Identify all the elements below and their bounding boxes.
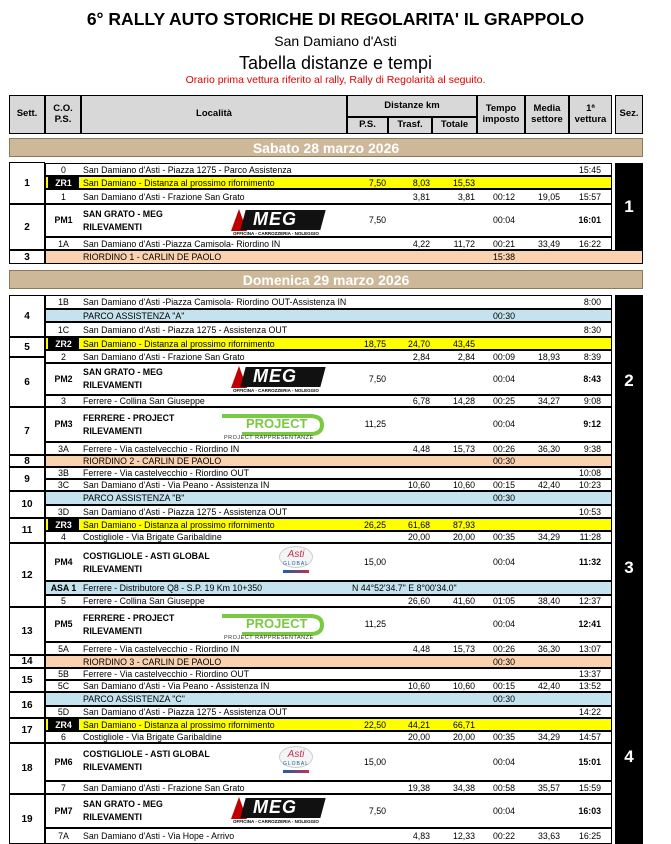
table-row	[45, 581, 612, 595]
localita-cell: COSTIGLIOLE - ASTI GLOBAL RILEVAMENTI	[83, 551, 210, 574]
totale-cell: 41,60	[452, 596, 475, 606]
totale-cell: 66,71	[452, 720, 475, 730]
gps-coordinates: N 44°52'34.7" E 8°00'34.0"	[352, 583, 457, 593]
tempo-cell: 00:35	[492, 532, 515, 542]
localita-cell: San Damiano d'Asti -Piazza Camisola- Riordino OUT-Assistenza IN	[83, 297, 347, 307]
co-cell: PM2	[54, 374, 73, 384]
table-row	[45, 337, 612, 350]
tempo-cell: 00:58	[492, 783, 515, 793]
ps-cell: 26,25	[363, 520, 386, 530]
sector-cell: 3	[9, 250, 45, 264]
table-row	[45, 692, 612, 706]
co-cell: PM1	[54, 215, 73, 225]
localita-cell: RIORDINO 3 - CARLIN DE PAOLO	[83, 657, 222, 667]
project-logo-text: PROJECT	[246, 616, 308, 631]
localita-cell: San Damiano - Distanza al prossimo rifornimento	[83, 720, 275, 730]
tempo-cell: 00:22	[492, 831, 515, 841]
header-co-ps-label: P.S.	[54, 113, 72, 125]
project-logo-text: PROJECT	[246, 416, 308, 431]
prima-cell: 16:01	[578, 215, 601, 225]
sector-cell: 10	[9, 491, 45, 518]
localita-cell: Ferrere - Distributore Q8 - S.P. 19 Km 10+350	[83, 583, 263, 593]
localita-cell: San Damiano d'Asti - Via Hope - Arrivo	[83, 831, 235, 841]
section-block: 2	[615, 295, 643, 467]
tempo-cell: 00:30	[492, 311, 515, 321]
sector-cell: 8	[9, 455, 45, 467]
localita-cell: San Damiano d'Asti - Piazza 1275 - Assistenza OUT	[83, 707, 288, 717]
localita-cell: San Damiano d'Asti - Via Peano - Assistenza IN	[83, 681, 270, 691]
table-row	[45, 295, 612, 309]
meg-logo	[231, 797, 326, 827]
timing-note: Orario prima vettura riferito al rally, Rally di Regolarità al seguito.	[185, 74, 486, 86]
co-cell: PM7	[54, 806, 73, 816]
co-cell: PM4	[54, 557, 73, 567]
co-cell: 5A	[58, 644, 69, 654]
localita-cell: PARCO ASSISTENZA "B"	[83, 493, 185, 503]
totale-cell: 3,81	[457, 192, 475, 202]
media-cell: 42,40	[537, 480, 560, 490]
ps-cell: 18,75	[363, 339, 386, 349]
section-block: 1	[615, 163, 643, 250]
prima-cell: 9:08	[583, 396, 601, 406]
trasf-cell: 4,48	[412, 644, 430, 654]
tempo-cell: 01:05	[492, 596, 515, 606]
localita-cell: San Damiano d'Asti - Frazione San Grato	[83, 783, 245, 793]
tempo-cell: 00:04	[492, 374, 515, 384]
tempo-cell: 00:04	[492, 419, 515, 429]
co-cell: 6	[61, 732, 66, 742]
prima-cell: 12:37	[578, 596, 601, 606]
section-block: 3	[615, 467, 643, 669]
co-cell: PM6	[54, 757, 73, 767]
table-row	[45, 363, 612, 395]
header-co	[45, 95, 81, 134]
totale-cell: 20,00	[452, 732, 475, 742]
localita-cell: San Damiano d'Asti - Frazione San Grato	[83, 352, 245, 362]
trasf-cell: 20,00	[407, 532, 430, 542]
sector-cell: 1	[9, 162, 45, 204]
table-row	[45, 595, 612, 607]
table-row	[45, 828, 612, 844]
table-row	[45, 479, 612, 491]
prima-cell: 10:08	[578, 468, 601, 478]
media-cell: 42,40	[537, 681, 560, 691]
prima-cell: 16:22	[578, 239, 601, 249]
page-title: 6° RALLY AUTO STORICHE DI REGOLARITA' IL GRAPPOLO	[86, 9, 585, 29]
tempo-cell: 00:26	[492, 444, 515, 454]
trasf-cell: 26,60	[407, 596, 430, 606]
table-row	[45, 163, 612, 176]
table-row	[45, 607, 612, 642]
localita-cell: San Damiano d'Asti -Piazza Camisola- Riordino IN	[83, 239, 281, 249]
table-row	[45, 655, 612, 668]
header-totale: Totale	[432, 117, 477, 134]
localita-cell: Ferrere - Collina San Giuseppe	[83, 396, 205, 406]
sector-cell: 4	[9, 295, 45, 337]
section-block: 4	[615, 669, 643, 844]
trasf-cell: 24,70	[407, 339, 430, 349]
trasf-cell: 2,84	[412, 352, 430, 362]
ps-cell: 7,50	[368, 215, 386, 225]
prima-cell: 13:52	[578, 681, 601, 691]
totale-cell: 14,28	[452, 396, 475, 406]
table-row	[45, 718, 612, 731]
media-cell: 34,29	[537, 532, 560, 542]
tempo-cell: 00:04	[492, 806, 515, 816]
totale-cell: 20,00	[452, 532, 475, 542]
header-sez: Sez.	[615, 95, 643, 134]
prima-cell: 12:41	[578, 619, 601, 629]
meg-logo-text: MEG	[253, 366, 298, 386]
totale-cell: 87,93	[452, 520, 475, 530]
sector-cell: 16	[9, 692, 45, 718]
prima-cell: 10:53	[578, 507, 601, 517]
trasf-cell: 19,38	[407, 783, 430, 793]
co-cell: ASA 1	[50, 583, 77, 593]
sector-cell: 19	[9, 794, 45, 844]
table-row	[45, 309, 612, 322]
prima-cell: 11:28	[579, 532, 601, 542]
table-row	[45, 189, 612, 204]
table-row	[45, 491, 612, 505]
co-cell: 1A	[58, 239, 69, 249]
localita-cell: San Damiano - Distanza al prossimo rifornimento	[83, 339, 275, 349]
totale-cell: 43,45	[452, 339, 475, 349]
trasf-cell: 10,60	[407, 681, 430, 691]
trasf-cell: 6,78	[412, 396, 430, 406]
tempo-cell: 00:09	[492, 352, 515, 362]
co-cell: 1B	[58, 297, 69, 307]
localita-cell: RIORDINO 2 - CARLIN DE PAOLO	[83, 456, 222, 466]
prima-cell: 8:39	[583, 352, 601, 362]
table-row	[45, 395, 612, 407]
prima-cell: 11:32	[578, 557, 601, 567]
table-row	[45, 794, 612, 828]
table-row	[45, 322, 612, 337]
ps-cell: 7,50	[368, 806, 386, 816]
media-cell: 35,57	[537, 783, 560, 793]
trasf-cell: 61,68	[407, 520, 430, 530]
asti-global-logo	[271, 546, 321, 580]
tempo-cell: 00:25	[492, 396, 515, 406]
totale-cell: 10,60	[452, 480, 475, 490]
prima-cell: 9:38	[583, 444, 601, 454]
localita-cell: Costigliole - Via Brigate Garibaldine	[83, 732, 222, 742]
meg-logo-text: MEG	[253, 797, 298, 817]
media-cell: 38,40	[537, 596, 560, 606]
sector-cell: 11	[9, 518, 45, 543]
sector-cell: 7	[9, 407, 45, 455]
totale-cell: 12,33	[452, 831, 475, 841]
prima-cell: 14:22	[578, 707, 601, 717]
sector-cell: 18	[9, 743, 45, 794]
sector-cell: 15	[9, 668, 45, 692]
trasf-cell: 20,00	[407, 732, 430, 742]
header-co-label: C.O.	[53, 102, 73, 114]
co-cell: 3D	[57, 507, 70, 517]
table-row	[45, 350, 612, 363]
project-logo-subtitle: PROJECT RAPPRESENTANZE	[224, 635, 314, 641]
prima-cell: 16:03	[578, 806, 601, 816]
media-cell: 34,29	[537, 732, 560, 742]
localita-cell: Ferrere - Via castelvecchio - Riordino IN	[83, 644, 240, 654]
zr-badge: ZR3	[48, 519, 79, 531]
tempo-cell: 00:21	[492, 239, 515, 249]
sector-cell: 5	[9, 337, 45, 357]
localita-cell: San Damiano d'Asti - Frazione San Grato	[83, 192, 245, 202]
table-row	[45, 781, 612, 794]
zr-badge: ZR1	[48, 177, 79, 189]
totale-cell: 10,60	[452, 681, 475, 691]
sector-cell: 12	[9, 543, 45, 607]
co-cell: 5D	[57, 707, 70, 717]
table-row	[45, 543, 612, 581]
asti-logo-text: Asti	[287, 749, 305, 760]
prima-cell: 15:01	[578, 757, 601, 767]
localita-cell: PARCO ASSISTENZA "C"	[83, 694, 185, 704]
day-banner-saturday: Sabato 28 marzo 2026	[9, 138, 643, 157]
tempo-cell: 00:30	[492, 657, 515, 667]
prima-cell: 15:45	[578, 165, 601, 175]
tempo-cell: 00:04	[492, 557, 515, 567]
prima-cell: 13:37	[578, 669, 601, 679]
meg-logo-subtitle: OFFICINA - CARROZZERIA - NOLEGGIO	[233, 819, 319, 824]
co-cell: 7A	[58, 831, 69, 841]
media-cell: 34,27	[537, 396, 560, 406]
media-cell: 36,30	[537, 644, 560, 654]
totale-cell: 2,84	[457, 352, 475, 362]
tempo-cell: 00:26	[492, 644, 515, 654]
localita-cell: San Damiano - Distanza al prossimo rifornimento	[83, 178, 275, 188]
zr-badge: ZR4	[48, 719, 79, 731]
sector-cell: 2	[9, 204, 45, 250]
localita-cell: San Damiano d'Asti - Piazza 1275 - Parco Assistenza	[83, 165, 292, 175]
sector-cell: 9	[9, 467, 45, 491]
meg-logo-text: MEG	[253, 209, 298, 229]
localita-cell: San Damiano - Distanza al prossimo rifornimento	[83, 520, 275, 530]
media-cell: 18,93	[537, 352, 560, 362]
table-row	[45, 455, 612, 467]
trasf-cell: 8,03	[412, 178, 430, 188]
totale-cell: 15,73	[452, 644, 475, 654]
table-row	[45, 642, 612, 655]
co-cell: 5B	[58, 669, 69, 679]
co-cell: 3B	[58, 468, 69, 478]
header-distanze: Distanze km	[347, 95, 477, 117]
sector-cell: 14	[9, 655, 45, 668]
meg-logo-subtitle: OFFICINA - CARROZZERIA - NOLEGGIO	[233, 388, 319, 393]
page-subtitle: Tabella distanze e tempi	[238, 53, 433, 73]
prima-cell: 14:57	[578, 732, 601, 742]
localita-cell: Ferrere - Via castelvecchio - Riordino IN	[83, 444, 240, 454]
media-cell: 33,63	[537, 831, 560, 841]
tempo-cell: 00:04	[492, 215, 515, 225]
co-cell: 1	[61, 192, 66, 202]
localita-cell: Costigliole - Via Brigate Garibaldine	[83, 532, 222, 542]
table-row	[45, 668, 612, 680]
table-row	[45, 442, 612, 455]
trasf-cell: 3,81	[412, 192, 430, 202]
event-location: San Damiano d'Asti	[274, 33, 397, 49]
ps-cell: 15,00	[363, 557, 386, 567]
tempo-cell: 00:35	[492, 732, 515, 742]
trasf-cell: 10,60	[407, 480, 430, 490]
co-cell: 5	[61, 596, 66, 606]
ps-cell: 11,25	[364, 419, 386, 429]
asti-logo-subtitle: GLOBAL	[282, 761, 309, 767]
totale-cell: 15,53	[452, 178, 475, 188]
co-cell: 3	[61, 396, 66, 406]
localita-cell: San Damiano d'Asti - Via Peano - Assistenza IN	[83, 480, 270, 490]
localita-cell: SAN GRATO - MEG RILEVAMENTI	[83, 209, 163, 232]
tempo-cell: 00:30	[492, 493, 515, 503]
header-prima: 1ª vettura	[569, 95, 612, 134]
co-cell: PM3	[54, 419, 73, 429]
asti-global-logo	[271, 746, 321, 780]
ps-cell: 11,25	[364, 619, 386, 629]
localita-cell: FERRERE - PROJECT RILEVAMENTI	[83, 413, 175, 436]
co-cell: 3C	[57, 480, 70, 490]
co-cell: PM5	[54, 619, 73, 629]
table-row	[45, 706, 612, 718]
day-banner-sunday: Domenica 29 marzo 2026	[9, 270, 643, 289]
localita-cell: Ferrere - Via castelvecchio - Riordino OUT	[83, 669, 250, 679]
table-row	[45, 743, 612, 781]
table-row	[45, 237, 612, 250]
meg-logo	[231, 366, 326, 396]
table-row	[45, 731, 612, 743]
table-row	[45, 505, 612, 518]
localita-cell: COSTIGLIOLE - ASTI GLOBAL RILEVAMENTI	[83, 749, 210, 772]
co-cell: 3A	[58, 444, 69, 454]
localita-cell: SAN GRATO - MEG RILEVAMENTI	[83, 367, 163, 390]
tempo-cell: 00:04	[492, 619, 515, 629]
prima-cell: 8:43	[583, 374, 601, 384]
totale-cell: 11,72	[453, 239, 475, 249]
table-row	[45, 176, 612, 189]
header-ps: P.S.	[347, 117, 388, 134]
prima-cell: 8:30	[583, 325, 601, 335]
tempo-cell: 00:30	[492, 456, 515, 466]
trasf-cell: 4,48	[412, 444, 430, 454]
table-row	[45, 467, 612, 479]
asti-logo-text: Asti	[287, 549, 305, 560]
table-row	[45, 680, 612, 692]
co-cell: 4	[61, 532, 66, 542]
ps-cell: 7,50	[368, 178, 386, 188]
table-row	[45, 531, 612, 543]
totale-cell: 15,73	[452, 444, 475, 454]
prima-cell: 15:59	[578, 783, 601, 793]
trasf-cell: 44,21	[407, 720, 430, 730]
ps-cell: 7,50	[368, 374, 386, 384]
tempo-cell: 00:15	[492, 480, 515, 490]
tempo-cell: 00:04	[492, 757, 515, 767]
table-row	[45, 204, 612, 237]
sector-cell: 17	[9, 718, 45, 743]
project-logo	[218, 412, 328, 442]
media-cell: 33,49	[537, 239, 560, 249]
ps-cell: 15,00	[363, 757, 386, 767]
table-row	[45, 407, 612, 442]
zr-badge: ZR2	[48, 338, 79, 350]
co-cell: 2	[61, 352, 66, 362]
localita-cell: Ferrere - Via castelvecchio - Riordino OUT	[83, 468, 250, 478]
trasf-cell: 4,83	[412, 831, 430, 841]
table-row	[45, 518, 612, 531]
co-cell: 1C	[57, 325, 70, 335]
prima-cell: 8:00	[583, 297, 601, 307]
header-media: Media settore	[525, 95, 569, 134]
localita-cell: FERRERE - PROJECT RILEVAMENTI	[83, 613, 175, 636]
tempo-cell: 00:30	[492, 694, 515, 704]
tempo-cell: 00:15	[492, 681, 515, 691]
table-row	[45, 250, 643, 264]
sector-cell: 6	[9, 357, 45, 407]
tempo-cell: 15:38	[492, 252, 515, 262]
header-tempo: Tempo imposto	[477, 95, 525, 134]
tempo-cell: 00:12	[492, 192, 515, 202]
project-logo	[218, 612, 328, 642]
project-logo-subtitle: PROJECT RAPPRESENTANZE	[224, 435, 314, 441]
prima-cell: 16:25	[578, 831, 601, 841]
asti-logo-subtitle: GLOBAL	[282, 561, 309, 567]
header-localita: Località	[81, 95, 347, 134]
localita-cell: San Damiano d'Asti - Piazza 1275 - Assistenza OUT	[83, 325, 288, 335]
co-cell: 7	[61, 783, 66, 793]
prima-cell: 15:57	[578, 192, 601, 202]
localita-cell: RIORDINO 1 - CARLIN DE PAOLO	[83, 252, 222, 262]
meg-logo	[231, 209, 326, 239]
prima-cell: 13:07	[578, 644, 601, 654]
header-sett: Sett.	[9, 95, 45, 134]
media-cell: 19,05	[537, 192, 560, 202]
sector-cell: 13	[9, 607, 45, 655]
localita-cell: Ferrere - Collina San Giuseppe	[83, 596, 205, 606]
localita-cell: San Damiano d'Asti - Piazza 1275 - Assistenza OUT	[83, 507, 288, 517]
localita-cell: SAN GRATO - MEG RILEVAMENTI	[83, 799, 163, 822]
meg-logo-subtitle: OFFICINA - CARROZZERIA - NOLEGGIO	[233, 231, 319, 236]
totale-cell: 34,38	[452, 783, 475, 793]
media-cell: 36,30	[537, 444, 560, 454]
ps-cell: 22,50	[363, 720, 386, 730]
co-cell: 0	[61, 165, 66, 175]
header-trasf: Trasf.	[388, 117, 432, 134]
trasf-cell: 4,22	[412, 239, 430, 249]
prima-cell: 9:12	[583, 419, 601, 429]
prima-cell: 10:23	[578, 480, 601, 490]
localita-cell: PARCO ASSISTENZA "A"	[83, 311, 185, 321]
co-cell: 5C	[57, 681, 70, 691]
